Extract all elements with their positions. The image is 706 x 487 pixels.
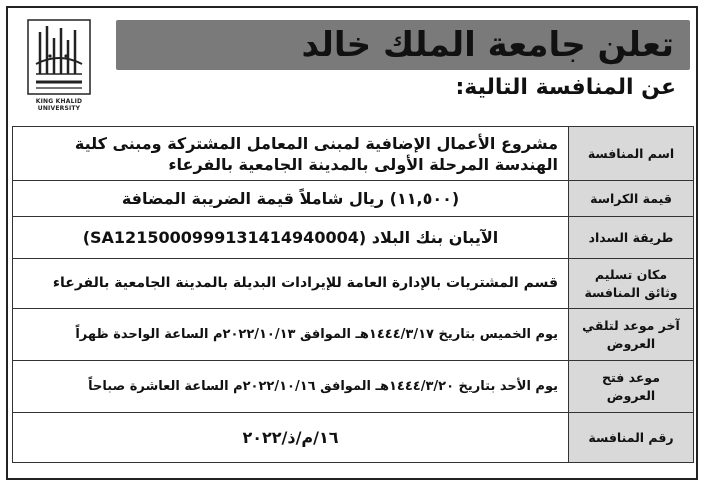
row-value-payment-method: الآيبان بنك البلاد (SA1215000999131414940004) [13, 217, 569, 259]
table-row [13, 217, 694, 259]
row-value-delivery-place: قسم المشتريات بالإدارة العامة للإيرادات البديلة بالمدينة الجامعية بالفرعاء [13, 259, 569, 309]
announcement-subtitle: عن المنافسة التالية: [455, 75, 676, 100]
university-logo [14, 16, 104, 112]
row-value-tender-name: مشروع الأعمال الإضافية لمبنى المعامل المشتركة ومبنى كلية الهندسة المرحلة الأولى بالمدينة الجامعية بالفرعاء [13, 127, 569, 181]
table-row [13, 309, 694, 361]
table-row [13, 127, 694, 181]
table-row [13, 259, 694, 309]
university-emblem-icon [14, 16, 104, 96]
row-value-booklet-price: (١١,٥٠٠) ريال شاملاً قيمة الضريبة المضافة [13, 181, 569, 217]
row-label-submission-deadline: آخر موعد لتلقي العروض [569, 309, 694, 361]
tender-details-table [12, 126, 694, 463]
row-label-tender-name: اسم المنافسة [569, 127, 694, 181]
table-row [13, 181, 694, 217]
table-row [13, 361, 694, 413]
announcement-title: تعلن جامعة الملك خالد [301, 25, 674, 65]
row-label-payment-method: طريقة السداد [569, 217, 694, 259]
row-value-tender-number: ١٦/م/ذ/٢٠٢٢ [13, 413, 569, 463]
row-label-booklet-price: قيمة الكراسة [569, 181, 694, 217]
row-label-opening-date: موعد فتح العروض [569, 361, 694, 413]
row-label-tender-number: رقم المنافسة [569, 413, 694, 463]
logo-caption: KING KHALID UNIVERSITY [35, 98, 83, 112]
row-value-submission-deadline: يوم الخميس بتاريخ ١٤٤٤/٣/١٧هـ الموافق ٢٠٢٢/١٠/١٣م الساعة الواحدة ظهراً [13, 309, 569, 361]
announcement-frame [6, 6, 698, 480]
table-row [13, 413, 694, 463]
title-banner [116, 20, 690, 70]
row-label-delivery-place: مكان تسليم وثائق المنافسة [569, 259, 694, 309]
announcement-header [8, 8, 696, 112]
row-value-opening-date: يوم الأحد بتاريخ ١٤٤٤/٣/٢٠هـ الموافق ٢٠٢٢/١٠/١٦م الساعة العاشرة صباحاً [13, 361, 569, 413]
